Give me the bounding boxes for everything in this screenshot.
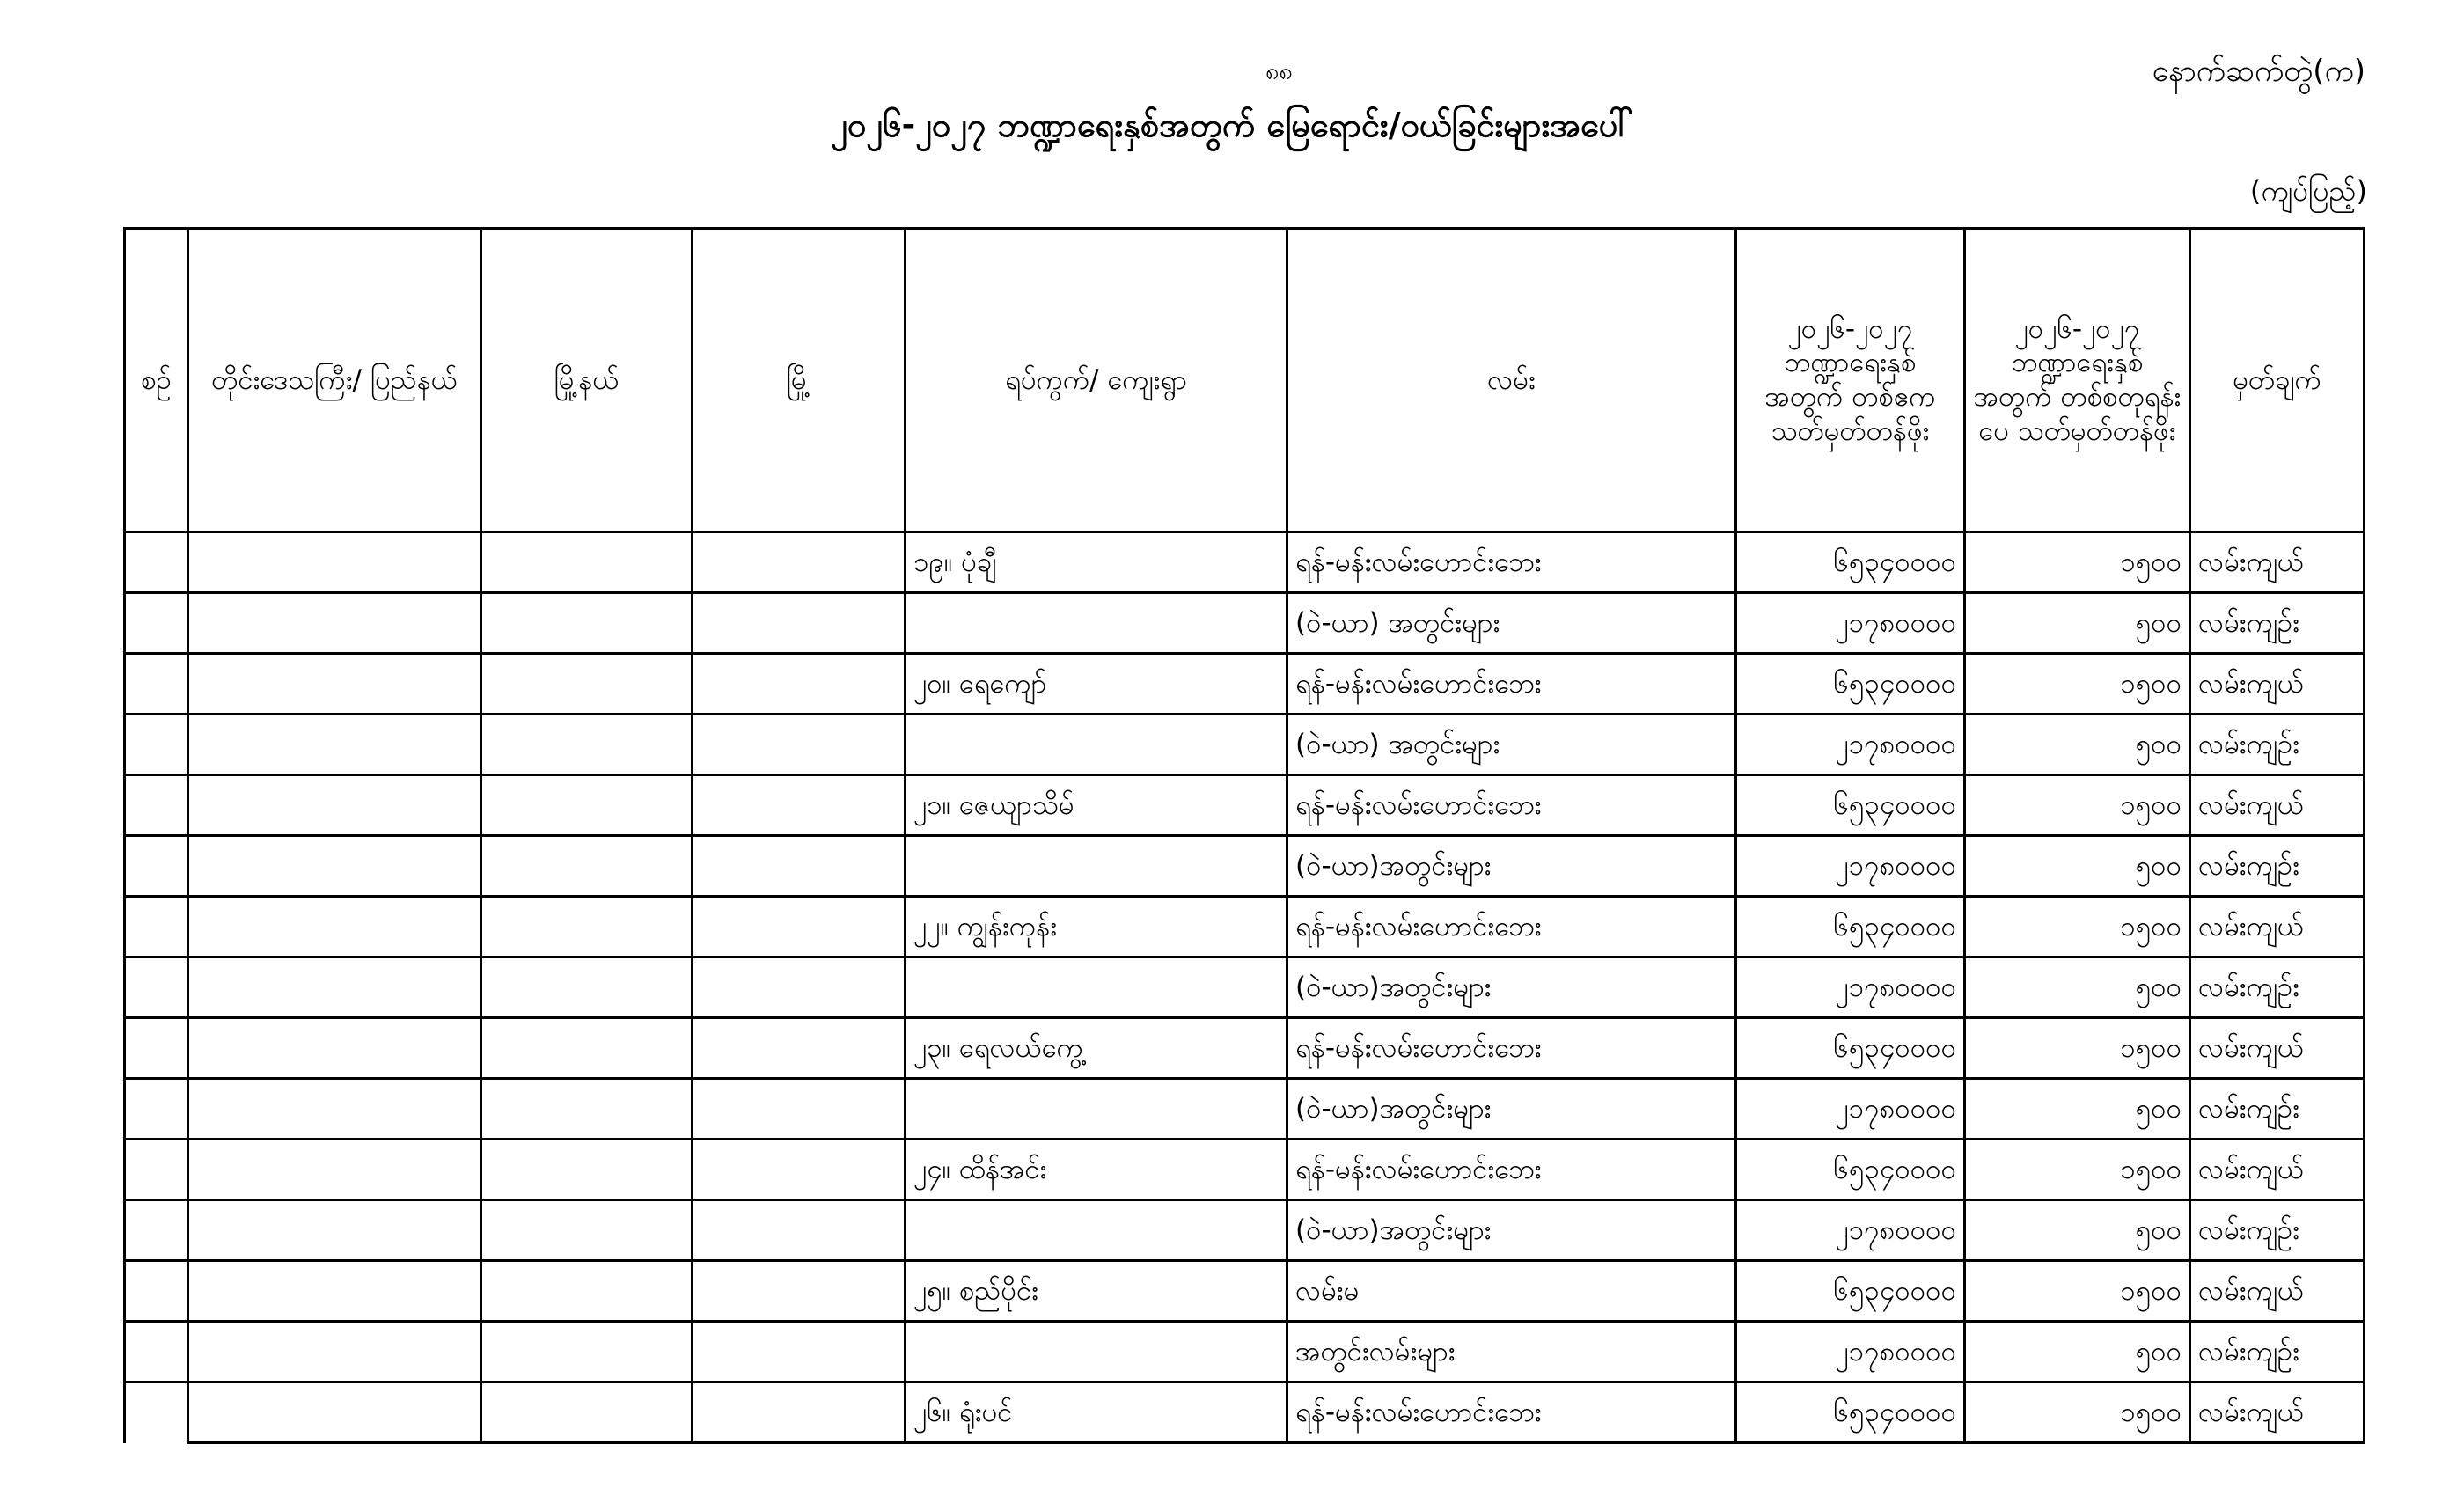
cell-remark: လမ်းကျယ် [2190,1018,2365,1079]
cell-district [481,1140,693,1200]
cell-town [693,1322,906,1382]
cell-district [481,957,693,1018]
cell-remark: လမ်းကျဉ်း [2190,593,2365,654]
cell-region [188,1322,481,1382]
cell-district [481,593,693,654]
cell-district [481,532,693,593]
table-row [125,897,2365,957]
cell-region [188,957,481,1018]
cell-district [481,1079,693,1140]
cell-remark: လမ်းကျဉ်း [2190,1322,2365,1382]
cell-region [188,593,481,654]
cell-value-sqft: ၁၅၀၀ [1965,775,2190,836]
cell-town [693,1261,906,1322]
cell-region [188,1018,481,1079]
cell-remark: လမ်းကျယ် [2190,654,2365,715]
table-row [125,1079,2365,1140]
cell-street: (ဝဲ-ယာ)အတွင်းများ [1287,957,1736,1018]
cell-remark: လမ်းကျယ် [2190,1140,2365,1200]
cell-remark: လမ်းကျဉ်း [2190,836,2365,897]
cell-ward [906,1079,1287,1140]
cell-street: ရန်-မန်းလမ်းဟောင်းဘေး [1287,775,1736,836]
cell-remark: လမ်းကျဉ်း [2190,1079,2365,1140]
cell-value-acre: ၆၅၃၄၀၀၀၀ [1736,654,1965,715]
cell-value-sqft: ၁၅၀၀ [1965,532,2190,593]
cell-remark: လမ်းကျယ် [2190,532,2365,593]
table-row [125,1261,2365,1322]
cell-value-sqft: ၁၅၀၀ [1965,897,2190,957]
cell-street: ရန်-မန်းလမ်းဟောင်းဘေး [1287,654,1736,715]
table-row [125,1018,2365,1079]
cell-value-sqft: ၅၀၀ [1965,836,2190,897]
cell-no [125,957,188,1018]
cell-district [481,836,693,897]
header-town: မြို့ [693,229,906,532]
cell-street: ရန်-မန်းလမ်းဟောင်းဘေး [1287,1382,1736,1443]
cell-street: (ဝဲ-ယာ)အတွင်းများ [1287,836,1736,897]
cell-value-acre: ၂၁၇၈၀၀၀၀ [1736,1200,1965,1261]
table-row [125,532,2365,593]
cell-value-sqft: ၁၅၀၀ [1965,1140,2190,1200]
cell-region [188,1261,481,1322]
cell-ward [906,836,1287,897]
table-row [125,593,2365,654]
cell-no [125,897,188,957]
cell-no [125,654,188,715]
cell-value-sqft: ၁၅၀၀ [1965,1018,2190,1079]
cell-no [125,1382,188,1443]
cell-no [125,1079,188,1140]
cell-town [693,1140,906,1200]
cell-street: လမ်းမ [1287,1261,1736,1322]
table-row [125,1200,2365,1261]
cell-no [125,1018,188,1079]
table-row [125,957,2365,1018]
header-street: လမ်း [1287,229,1736,532]
cell-remark: လမ်းကျယ် [2190,1382,2365,1443]
land-value-table [123,227,2365,1444]
cell-value-acre: ၆၅၃၄၀၀၀၀ [1736,1261,1965,1322]
cell-value-acre: ၂၁၇၈၀၀၀၀ [1736,715,1965,775]
cell-ward [906,1322,1287,1382]
cell-value-acre: ၂၁၇၈၀၀၀၀ [1736,836,1965,897]
cell-ward: ၂၁။ ဇေယျာသိမ် [906,775,1287,836]
cell-remark: လမ်းကျဉ်း [2190,1200,2365,1261]
cell-town [693,957,906,1018]
table-row [125,775,2365,836]
cell-district [481,715,693,775]
cell-district [481,897,693,957]
cell-ward: ၂၆။ ရုံးပင် [906,1382,1287,1443]
cell-value-sqft: ၅၀၀ [1965,715,2190,775]
cell-town [693,836,906,897]
cell-district [481,1322,693,1382]
cell-town [693,654,906,715]
cell-region [188,1200,481,1261]
cell-value-sqft: ၁၅၀၀ [1965,1261,2190,1322]
table-header-row [125,229,2365,532]
cell-value-sqft: ၅၀၀ [1965,593,2190,654]
cell-ward [906,593,1287,654]
table-row [125,715,2365,775]
cell-ward [906,1200,1287,1261]
cell-ward: ၂၀။ ရေကျော် [906,654,1287,715]
cell-no [125,836,188,897]
cell-town [693,532,906,593]
cell-value-sqft: ၁၅၀၀ [1965,654,2190,715]
cell-remark: လမ်းကျဉ်း [2190,715,2365,775]
header-value-sqft: ၂၀၂၆-၂၀၂၇ ဘဏ္ဍာရေးနှစ် အတွက် တစ်စတုရန်းပေ သတ်မှတ်တန်ဖိုး [1965,229,2190,532]
cell-street: ရန်-မန်းလမ်းဟောင်းဘေး [1287,897,1736,957]
cell-value-acre: ၂၁၇၈၀၀၀၀ [1736,957,1965,1018]
cell-value-sqft: ၅၀၀ [1965,1322,2190,1382]
cell-value-sqft: ၅၀၀ [1965,1079,2190,1140]
cell-town [693,593,906,654]
cell-no [125,775,188,836]
header-no: စဉ် [125,229,188,532]
cell-region [188,1382,481,1443]
cell-value-sqft: ၅၀၀ [1965,957,2190,1018]
cell-value-acre: ၂၁၇၈၀၀၀၀ [1736,1079,1965,1140]
cell-value-acre: ၆၅၃၄၀၀၀၀ [1736,1382,1965,1443]
cell-district [481,1382,693,1443]
annex-label: နောက်ဆက်တွဲ(က) [2152,54,2365,89]
cell-district [481,654,693,715]
cell-street: (ဝဲ-ယာ)အတွင်းများ [1287,1079,1736,1140]
header-value-acre: ၂၀၂၆-၂၀၂၇ ဘဏ္ဍာရေးနှစ် အတွက် တစ်ဧက သတ်မှတ်တန်ဖိုး [1736,229,1965,532]
cell-remark: လမ်းကျယ် [2190,1261,2365,1322]
cell-district [481,1200,693,1261]
cell-town [693,897,906,957]
cell-no [125,1261,188,1322]
cell-no [125,593,188,654]
cell-street: (ဝဲ-ယာ)အတွင်းများ [1287,1200,1736,1261]
cell-value-acre: ၆၅၃၄၀၀၀၀ [1736,532,1965,593]
cell-street: အတွင်းလမ်းများ [1287,1322,1736,1382]
currency-unit: (ကျပ်ပြည့်) [2249,174,2367,208]
cell-no [125,1200,188,1261]
cell-district [481,775,693,836]
cell-town [693,1018,906,1079]
table-row [125,1382,2365,1443]
page-number: ၈၈ [1265,58,1293,85]
cell-town [693,775,906,836]
cell-ward: ၂၂။ ကျွန်းကုန်း [906,897,1287,957]
cell-remark: လမ်းကျယ် [2190,897,2365,957]
cell-region [188,775,481,836]
cell-region [188,654,481,715]
header-region: တိုင်းဒေသကြီး/ ပြည်နယ် [188,229,481,532]
cell-region [188,1079,481,1140]
cell-town [693,1200,906,1261]
cell-no [125,532,188,593]
cell-ward: ၂၄။ ထိန်အင်း [906,1140,1287,1200]
cell-value-acre: ၂၁၇၈၀၀၀၀ [1736,1322,1965,1382]
cell-remark: လမ်းကျဉ်း [2190,957,2365,1018]
cell-street: (ဝဲ-ယာ) အတွင်းများ [1287,593,1736,654]
cell-value-acre: ၆၅၃၄၀၀၀၀ [1736,1018,1965,1079]
cell-district [481,1018,693,1079]
cell-value-acre: ၆၅၃၄၀၀၀၀ [1736,897,1965,957]
document-title: ၂၀၂၆-၂၀၂၇ ဘဏ္ဍာရေးနှစ်အတွက် မြေရောင်း/ဝယ်ခြင်းများအပေါ် [831,106,1633,144]
cell-region [188,897,481,957]
cell-value-acre: ၆၅၃၄၀၀၀၀ [1736,1140,1965,1200]
cell-ward [906,715,1287,775]
cell-town [693,1382,906,1443]
cell-value-acre: ၂၁၇၈၀၀၀၀ [1736,593,1965,654]
cell-remark: လမ်းကျယ် [2190,775,2365,836]
header-ward: ရပ်ကွက်/ ကျေးရွာ [906,229,1287,532]
cell-ward: ၁၉။ ပုံချီ [906,532,1287,593]
cell-town [693,1079,906,1140]
cell-value-sqft: ၁၅၀၀ [1965,1382,2190,1443]
header-district: မြို့နယ် [481,229,693,532]
table-row [125,654,2365,715]
cell-no [125,1140,188,1200]
cell-town [693,715,906,775]
cell-region [188,532,481,593]
header-remark: မှတ်ချက် [2190,229,2365,532]
cell-street: ရန်-မန်းလမ်းဟောင်းဘေး [1287,1140,1736,1200]
cell-street: ရန်-မန်းလမ်းဟောင်းဘေး [1287,532,1736,593]
cell-region [188,836,481,897]
cell-ward [906,957,1287,1018]
cell-region [188,1140,481,1200]
cell-value-acre: ၆၅၃၄၀၀၀၀ [1736,775,1965,836]
cell-no [125,715,188,775]
cell-region [188,715,481,775]
cell-value-sqft: ၅၀၀ [1965,1200,2190,1261]
table-row [125,1140,2365,1200]
cell-district [481,1261,693,1322]
cell-no [125,1322,188,1382]
cell-ward: ၂၃။ ရေလယ်ကွေ့ [906,1018,1287,1079]
cell-street: ရန်-မန်းလမ်းဟောင်းဘေး [1287,1018,1736,1079]
cell-street: (ဝဲ-ယာ) အတွင်းများ [1287,715,1736,775]
table-row [125,1322,2365,1382]
table-row [125,836,2365,897]
cell-ward: ၂၅။ စည်ပိုင်း [906,1261,1287,1322]
